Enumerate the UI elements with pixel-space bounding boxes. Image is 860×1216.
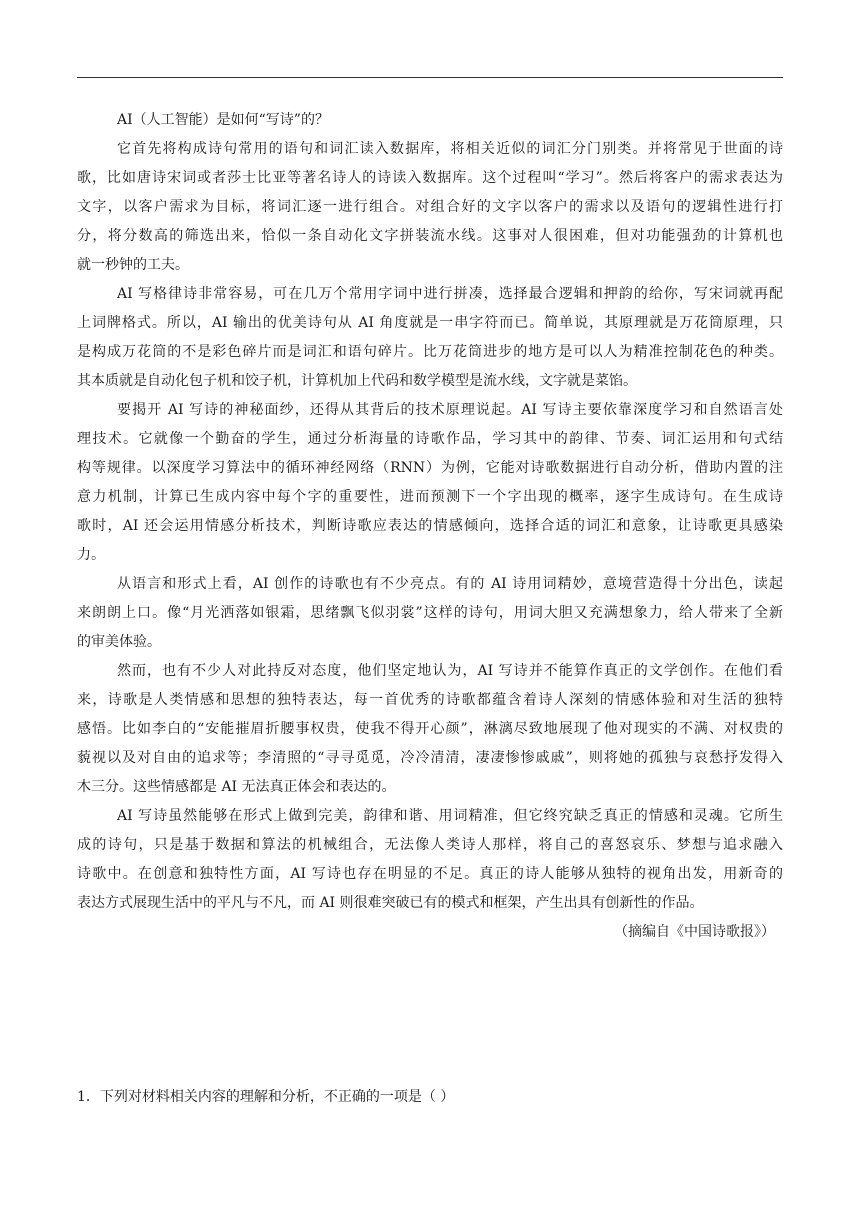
- paragraph-3-line-5: 歌时，AI 还会运用情感分析技术，判断诗歌应表达的情感倾向，选择合适的词汇和意象，让诗歌更具感染: [77, 518, 783, 534]
- paragraph-3-line-2: 理技术。它就像一个勤奋的学生，通过分析海量的诗歌作品，学习其中的韵律、节奏、词汇运用和句式结: [77, 431, 783, 447]
- paragraph-4-line-3: 的审美体验。: [77, 634, 161, 650]
- header-rule: [77, 77, 783, 78]
- paragraph-3-line-3: 构等规律。以深度学习算法中的循环神经网络（RNN）为例，它能对诗歌数据进行自动分析，借助内置的注: [77, 460, 783, 476]
- paragraph-2-line-1: AI 写格律诗非常容易，可在几万个常用字词中进行拼凑，选择最合逻辑和押韵的给你，写宋词就再配: [117, 286, 783, 302]
- paragraph-2-line-4: 其本质就是自动化包子机和饺子机，计算机加上代码和数学模型是流水线，文字就是菜馅。: [77, 373, 637, 389]
- paragraph-6-line-1: AI 写诗虽然能够在形式上做到完美，韵律和谐、用词精准，但它终究缺乏真正的情感和灵魂。它所生: [117, 808, 783, 824]
- paragraph-5-line-4: 藐视以及对自由的追求等；李清照的“寻寻觅觅，冷冷清清，凄凄惨惨戚戚”，则将她的孤独与哀愁抒发得入: [77, 750, 783, 766]
- article-heading: AI（人工智能）是如何“写诗”的？: [117, 112, 329, 128]
- paragraph-6-line-3: 诗歌中。在创意和独特性方面，AI 写诗也存在明显的不足。真正的诗人能够从独特的视角出发，用新奇的: [77, 866, 783, 882]
- paragraph-2-line-2: 上词牌格式。所以，AI 输出的优美诗句从 AI 角度就是一串字符而已。简单说，其原理就是万花筒原理，只: [77, 315, 783, 331]
- paragraph-4-line-1: 从语言和形式上看，AI 创作的诗歌也有不少亮点。有的 AI 诗用词精妙，意境营造得十分出色，读起: [117, 576, 783, 592]
- paragraph-2-line-3: 是构成万花筒的不是彩色碎片而是词汇和语句碎片。比万花筒进步的地方是可以人为精准控制花色的种类。: [77, 344, 783, 360]
- paragraph-5-line-5: 木三分。这些情感都是 AI 无法真正体会和表达的。: [77, 779, 396, 795]
- paragraph-1-line-1: 它首先将构成诗句常用的语句和词汇读入数据库，将相关近似的词汇分门别类。并将常见于世面的诗: [117, 141, 783, 157]
- paragraph-4-line-2: 来朗朗上口。像“月光洒落如银霜，思绪飘飞似羽裳”这样的诗句，用词大胆又充满想象力，给人带来了全新: [77, 605, 783, 621]
- paragraph-1-line-4: 分，将分数高的筛选出来，恰似一条自动化文字拼装流水线。这事对人很困难，但对功能强劲的计算机也: [77, 228, 783, 244]
- paragraph-1-line-3: 文字，以客户需求为目标，将词汇逐一进行组合。对组合好的文字以客户的需求以及语句的逻辑性进行打: [77, 199, 783, 215]
- question-1: 1．下列对材料相关内容的理解和分析，不正确的一项是（ ）: [77, 1089, 455, 1105]
- paragraph-6-line-2: 成的诗句，只是基于数据和算法的机械组合，无法像人类诗人那样，将自己的喜怒哀乐、梦想与追求融入: [77, 837, 783, 853]
- paragraph-3-line-4: 意力机制，计算已生成内容中每个字的重要性，进而预测下一个字出现的概率，逐字生成诗句。在生成诗: [77, 489, 783, 505]
- paragraph-5-line-3: 感悟。比如李白的“安能摧眉折腰事权贵，使我不得开心颜”，淋漓尽致地展现了他对现实的不满、对权贵的: [77, 721, 783, 737]
- paragraph-3-line-1: 要揭开 AI 写诗的神秘面纱，还得从其背后的技术原理说起。AI 写诗主要依靠深度学习和自然语言处: [117, 402, 783, 418]
- article-source: （摘编自《中国诗歌报》）: [614, 924, 775, 940]
- paragraph-6-line-4: 表达方式展现生活中的平凡与不凡，而 AI 则很难突破已有的模式和框架，产生出具有创新性的作品。: [77, 895, 704, 911]
- paragraph-5-line-2: 来，诗歌是人类情感和思想的独特表达，每一首优秀的诗歌都蕴含着诗人深刻的情感体验和对生活的独特: [77, 692, 783, 708]
- paragraph-3-line-6: 力。: [77, 547, 105, 563]
- article-body: [77, 106, 783, 947]
- paragraph-1-line-2: 歌，比如唐诗宋词或者莎士比亚等著名诗人的诗读入数据库。这个过程叫“学习”。然后将客户的需求表达为: [77, 170, 783, 186]
- paragraph-1-line-5: 就一秒钟的工夫。: [77, 257, 189, 273]
- paragraph-5-line-1: 然而，也有不少人对此持反对态度，他们坚定地认为，AI 写诗并不能算作真正的文学创作。在他们看: [117, 663, 783, 679]
